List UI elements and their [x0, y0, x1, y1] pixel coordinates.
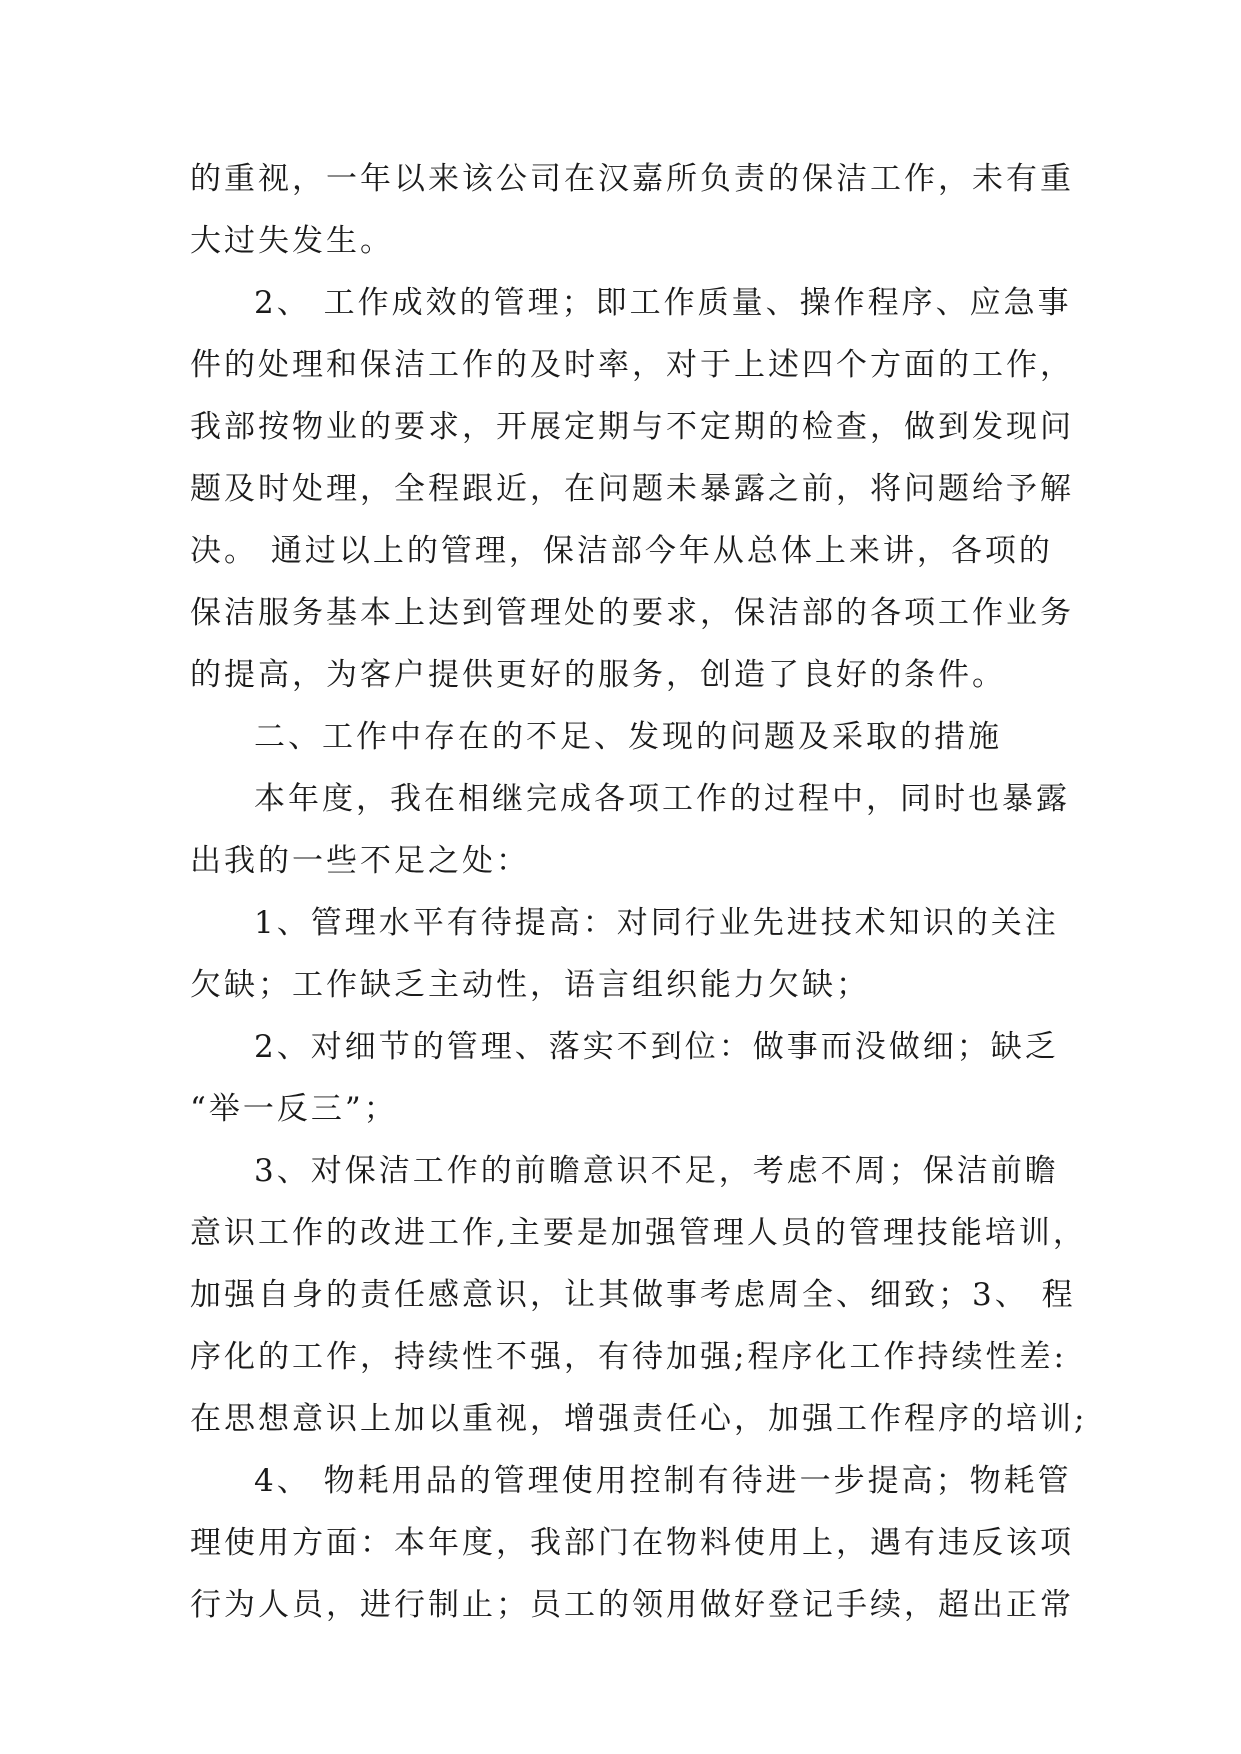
text-line: 决。 通过以上的管理，保洁部今年从总体上来讲，各项的: [190, 533, 1053, 569]
text-line: 序化的工作，持续性不强，有待加强;程序化工作持续性差:: [190, 1339, 1067, 1375]
text-line: 我部按物业的要求，开展定期与不定期的检查，做到发现问: [190, 409, 1074, 445]
text-line: “举一反三”；: [190, 1091, 398, 1127]
text-line: 二、工作中存在的不足、发现的问题及采取的措施: [254, 719, 1002, 755]
text-line: 行为人员，进行制止；员工的领用做好登记手续，超出正常: [190, 1587, 1074, 1623]
text-line: 加强自身的责任感意识，让其做事考虑周全、细致；3、 程: [190, 1277, 1076, 1313]
text-line: 件的处理和保洁工作的及时率，对于上述四个方面的工作，: [190, 347, 1074, 383]
text-line: 大过失发生。: [190, 223, 394, 259]
text-line: 欠缺；工作缺乏主动性，语言组织能力欠缺；: [190, 967, 870, 1003]
text-line: 在思想意识上加以重视，增强责任心，加强工作程序的培训;: [190, 1401, 1088, 1437]
text-line: 题及时处理，全程跟近，在问题未暴露之前，将问题给予解: [190, 471, 1074, 507]
text-line: 出我的一些不足之处：: [190, 843, 530, 879]
text-line: 理使用方面：本年度，我部门在物料使用上，遇有违反该项: [190, 1525, 1074, 1561]
text-line: 2、对细节的管理、落实不到位：做事而没做细；缺乏: [254, 1029, 1059, 1065]
text-line: 1、管理水平有待提高：对同行业先进技术知识的关注: [254, 905, 1059, 941]
text-line: 的重视，一年以来该公司在汉嘉所负责的保洁工作，未有重: [190, 161, 1074, 197]
text-line: 2、 工作成效的管理；即工作质量、操作程序、应急事: [254, 285, 1072, 321]
text-line: 的提高，为客户提供更好的服务，创造了良好的条件。: [190, 657, 1006, 693]
text-line: 意识工作的改进工作,主要是加强管理人员的管理技能培训，: [190, 1215, 1087, 1251]
text-line: 本年度，我在相继完成各项工作的过程中，同时也暴露: [254, 781, 1070, 817]
document-body: [190, 148, 1088, 1636]
text-line: 4、 物耗用品的管理使用控制有待进一步提高；物耗管: [254, 1463, 1072, 1499]
text-line: 3、对保洁工作的前瞻意识不足，考虑不周；保洁前瞻: [254, 1153, 1059, 1189]
text-line: 保洁服务基本上达到管理处的要求，保洁部的各项工作业务: [190, 595, 1074, 631]
